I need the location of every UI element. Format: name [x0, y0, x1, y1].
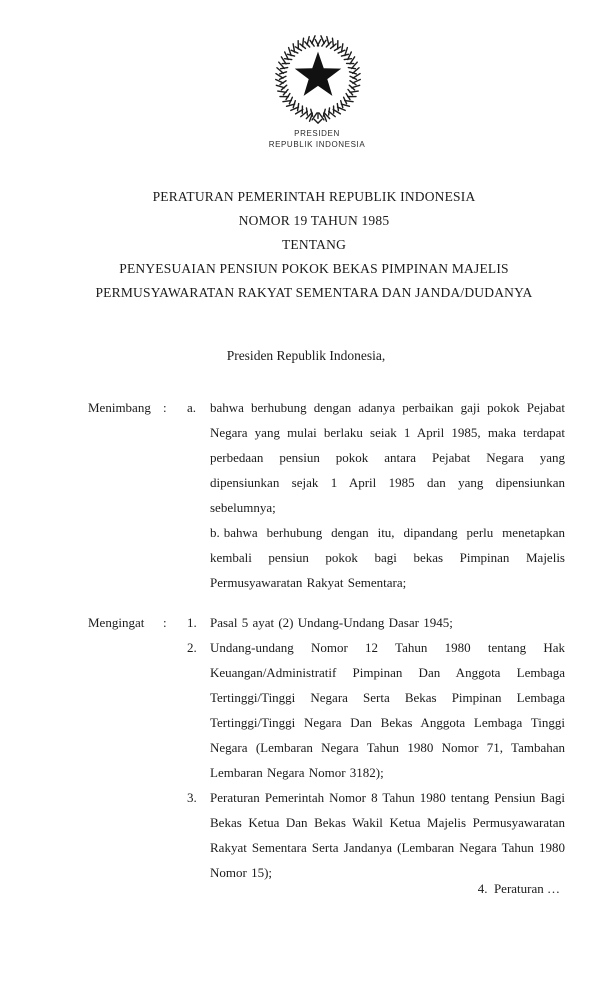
consideration-item-a	[187, 395, 565, 520]
section-menimbang	[88, 395, 565, 595]
letterhead-line-presiden: PRESIDEN	[294, 129, 340, 138]
letterhead-line-republik: REPUBLIK INDONESIA	[268, 140, 366, 149]
section-items	[187, 610, 565, 885]
star-icon	[295, 52, 341, 96]
salutation: Presiden Republik Indonesia,	[226, 348, 386, 363]
document-title	[0, 185, 612, 305]
title-line-3: TENTANG	[281, 237, 347, 252]
item-marker: 2.	[187, 640, 197, 655]
title-line-2: NOMOR 19 TAHUN 1985	[238, 213, 390, 228]
star-wreath-emblem-icon	[271, 31, 365, 125]
item-text: bahwa berhubung dengan adanya perbaikan gaji pokok Pejabat Negara yang mulai berlaku seiak 1 April 1985, maka terdapat perbedaan pensiun pokok antara Pejabat Negara yang dipensiunkan sejak 1 April 1985 dan yang dipensiunkan sebelumnya;	[210, 400, 565, 515]
item-text: Pasal 5 ayat (2) Undang-Undang Dasar 1945;	[210, 615, 453, 630]
recalling-item-3	[187, 785, 565, 885]
letterhead	[0, 31, 612, 150]
title-line-5: PERMUSYAWARATAN RAKYAT SEMENTARA DAN JANDA/DUDANYA	[95, 285, 533, 300]
state-emblem	[271, 31, 365, 125]
item-marker: 3.	[187, 790, 197, 805]
item-text-content: bahwa berhubung dengan itu, dipandang perlu menetapkan kembali pensiun pokok bagi bekas Pimpinan Majelis Permusyawaratan Rakyat Sementara;	[210, 525, 565, 590]
item-text: Peraturan Pemerintah Nomor 8 Tahun 1980 tentang Pensiun Bagi Bekas Ketua Dan Bekas Wakil Ketua Majelis Permusyawaratan Rakyat Sementara Serta Jandanya (Lembaran Negara Tahun 1980 Nomor 15);	[210, 790, 565, 880]
section-colon: :	[163, 615, 167, 630]
recalling-item-1	[187, 610, 565, 635]
document-body	[88, 395, 565, 885]
consideration-item-b	[187, 520, 565, 595]
title-line-4: PENYESUAIAN PENSIUN POKOK BEKAS PIMPINAN MAJELIS	[119, 261, 509, 276]
item-marker: 1.	[187, 615, 197, 630]
section-items	[187, 395, 565, 595]
section-colon: :	[163, 400, 167, 415]
recalling-item-2	[187, 635, 565, 785]
item-text: Undang-undang Nomor 12 Tahun 1980 tentang Hak Keuangan/Administratif Pimpinan Dan Anggota Lembaga Tertinggi/Tinggi Negara Serta Bekas Pimpinan Lembaga Tertinggi/Tinggi Negara Dan Bekas Anggota Lembaga Tinggi Negara (Lembaran Negara Tahun 1980 Nomor 71, Tambahan Lembaran Negara Nomor 3182);	[210, 640, 565, 780]
catchword: 4. Peraturan …	[477, 881, 560, 896]
item-text	[210, 520, 565, 595]
section-label: Menimbang	[88, 400, 151, 415]
title-line-1: PERATURAN PEMERINTAH REPUBLIK INDONESIA	[152, 189, 476, 204]
section-label: Mengingat	[88, 615, 145, 630]
section-mengingat	[88, 610, 565, 885]
letterhead-text	[269, 128, 366, 150]
item-marker: a.	[187, 400, 197, 415]
wreath-knot-icon	[310, 113, 327, 123]
item-marker-inline: b.	[210, 525, 220, 540]
